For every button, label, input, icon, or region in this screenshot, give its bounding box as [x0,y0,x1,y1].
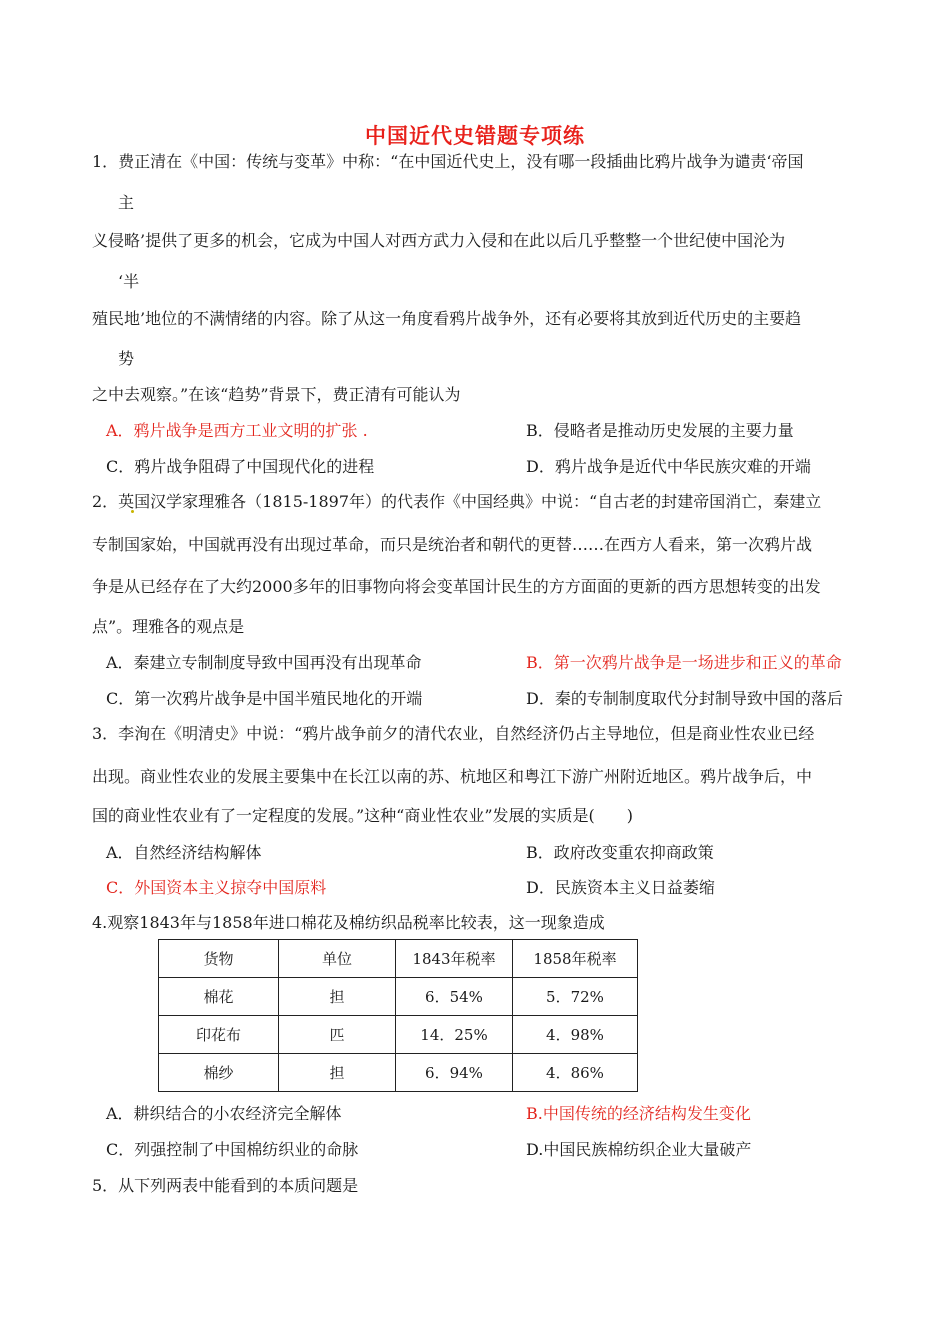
q3-option-b: B．政府改变重农抑商政策 [526,843,714,862]
q1-stem-line: ‘半 [118,272,140,291]
table-cell: 印花布 [159,1016,279,1054]
q4-option-b: B.中国传统的经济结构发生变化 [526,1104,751,1123]
table-cell: 5．72% [513,978,638,1016]
q2-option-d: D．秦的专制制度取代分封制导致中国的落后 [526,689,843,708]
table-row [159,1054,638,1092]
table-header-cell: 货物 [159,940,279,978]
q3-option-d: D．民族资本主义日益萎缩 [526,878,715,897]
table-cell: 担 [279,978,396,1016]
q1-stem-line: 殖民地’地位的不满情绪的内容。除了从这一角度看鸦片战争外，还有必要将其放到近代历史的主要趋 [92,309,802,328]
table-row [159,1016,638,1054]
q2-stem-line: 专制国家始，中国就再没有出现过革命，而只是统治者和朝代的更替……在西方人看来，第一次鸦片战 [92,535,813,554]
table-cell: 6．54% [396,978,513,1016]
table-header-cell: 1843年税率 [396,940,513,978]
q4-stem: 4.观察1843年与1858年进口棉花及棉纺织品税率比较表，这一现象造成 [92,913,605,932]
q3-option-a: A．自然经济结构解体 [106,843,262,862]
q2-stem-line: 争是从已经存在了大约2000多年的旧事物向将会变革国计民生的方方面面的更新的西方思想转变的出发 [92,577,821,596]
q5-stem: 5．从下列两表中能看到的本质问题是 [92,1176,359,1195]
table-cell: 4．86% [513,1054,638,1092]
q1-stem-line: 之中去观察。”在该“趋势”背景下，费正清有可能认为 [92,385,461,404]
table-cell: 14．25% [396,1016,513,1054]
q1-stem-line: 势 [118,349,135,368]
q1-option-a: A．鸦片战争是西方工业文明的扩张 . [106,421,368,440]
table-cell: 棉花 [159,978,279,1016]
table-header-row [159,940,638,978]
q2-option-c: C．第一次鸦片战争是中国半殖民地化的开端 [106,689,423,708]
q1-stem-line: 1．费正清在《中国：传统与变革》中称：“在中国近代史上，没有哪一段插曲比鸦片战争为谴责‘帝国 [92,152,804,171]
tariff-table [158,939,638,1092]
table-header-cell: 单位 [279,940,396,978]
table-cell: 担 [279,1054,396,1092]
table-cell: 4．98% [513,1016,638,1054]
table-row [159,978,638,1016]
table-header-cell: 1858年税率 [513,940,638,978]
page-title: 中国近代史错题专项练 [365,124,585,148]
q3-stem-line: 3．李洵在《明清史》中说：“鸦片战争前夕的清代农业，自然经济仍占主导地位，但是商业性农业已经 [92,724,815,743]
q3-stem-line: 国的商业性农业有了一定程度的发展。”这种“商业性农业”发展的实质是( ) [92,806,634,825]
q3-option-c: C．外国资本主义掠夺中国原料 [106,878,327,897]
q1-option-c: C．鸦片战争阻碍了中国现代化的进程 [106,457,375,476]
table-cell: 匹 [279,1016,396,1054]
q2-option-a: A．秦建立专制制度导致中国再没有出现革命 [106,653,422,672]
q2-option-b: B．第一次鸦片战争是一场进步和正义的革命 [526,653,842,672]
q4-option-c: C．列强控制了中国棉纺织业的命脉 [106,1140,359,1159]
q1-stem-line: 义侵略’提供了更多的机会，它成为中国人对西方武力入侵和在此以后几乎整整一个世纪使中国沦为 [92,231,786,250]
q4-option-a: A．耕织结合的小农经济完全解体 [106,1104,342,1123]
q1-stem-line: 主 [118,193,135,212]
q2-stem-line: 2．英国汉学家理雅各（1815-1897年）的代表作《中国经典》中说：“自古老的封建帝国消亡，秦建立 [92,492,822,511]
q1-option-b: B．侵略者是推动历史发展的主要力量 [526,421,794,440]
q1-option-d: D．鸦片战争是近代中华民族灾难的开端 [526,457,811,476]
q2-stem-line: 点”。理雅各的观点是 [92,617,245,636]
q3-stem-line: 出现。商业性农业的发展主要集中在长江以南的苏、杭地区和粤江下游广州附近地区。鸦片战争后，中 [92,767,813,786]
table-cell: 棉纱 [159,1054,279,1092]
q4-option-d: D.中国民族棉纺织企业大量破产 [526,1140,752,1159]
table-cell: 6．94% [396,1054,513,1092]
